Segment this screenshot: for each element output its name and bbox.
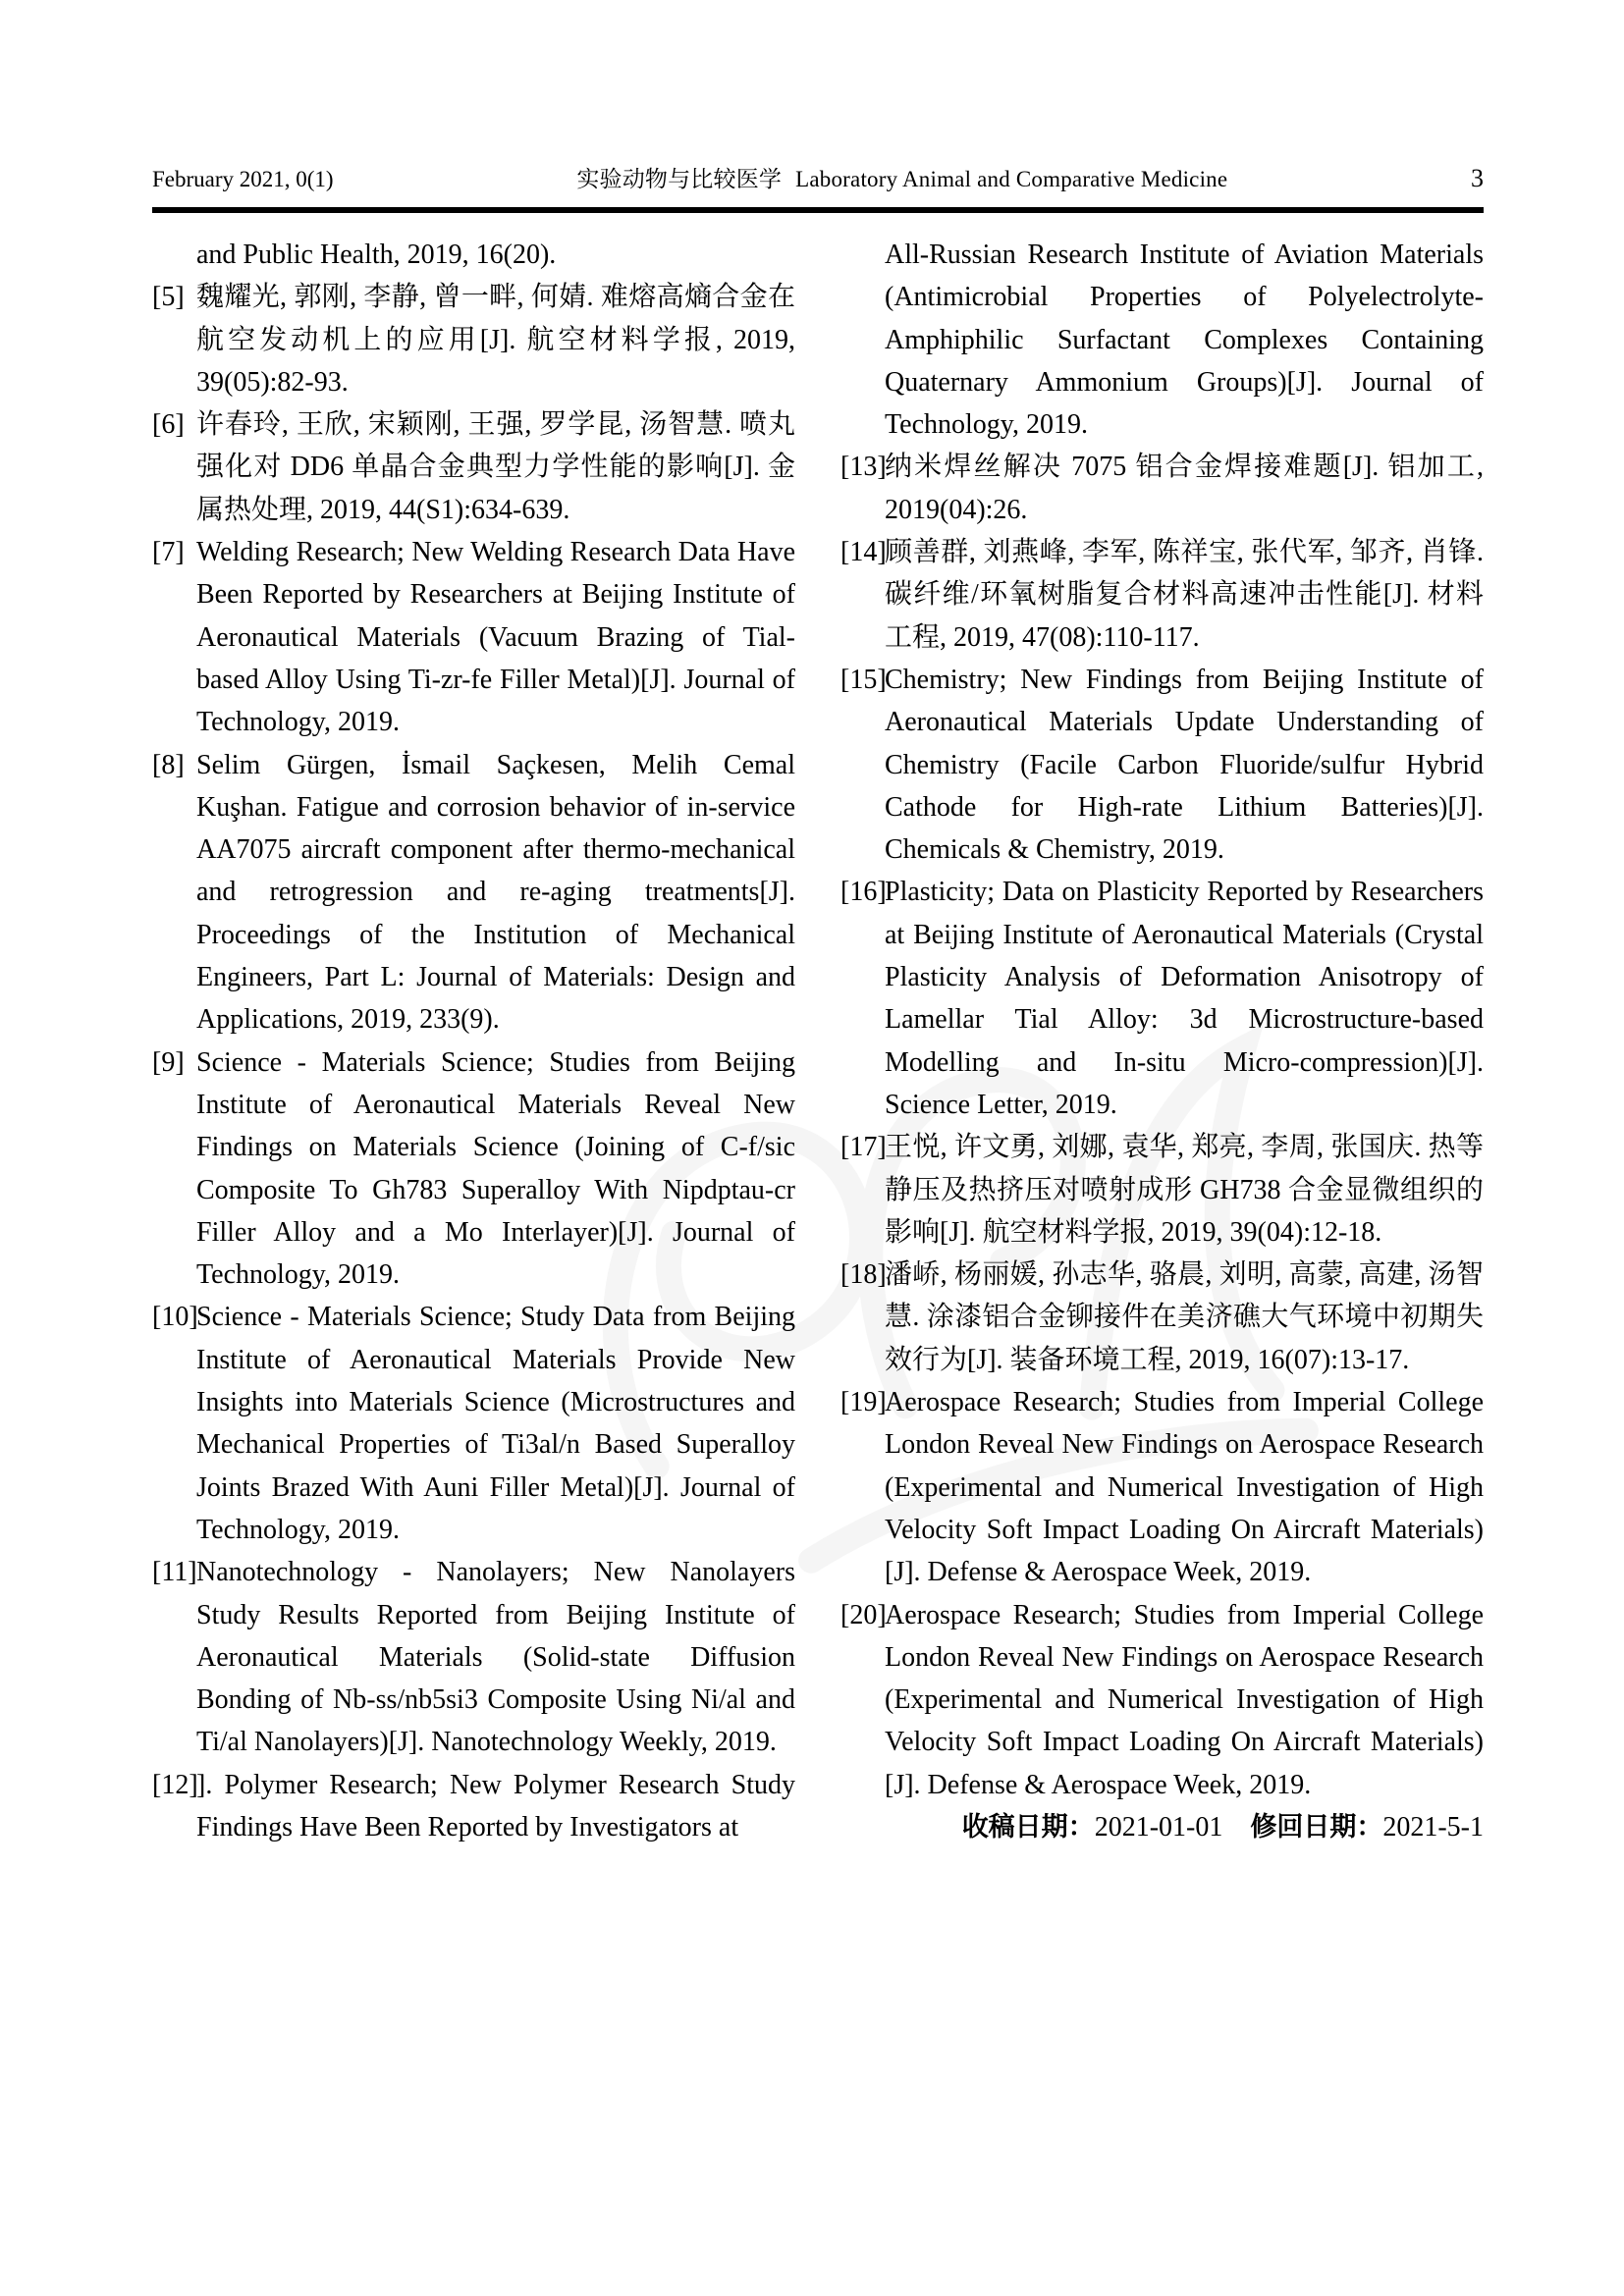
journal-title: [576, 163, 1227, 196]
reference-number: [6]: [152, 409, 185, 441]
reference-text: Selim Gürgen, İsmail Saçkesen, Melih Cemal Kuşhan. Fatigue and corrosion behavior of in-service AA7075 aircraft component after thermo-mechanical and retrogression and re-aging treatments[J]. Proceedings of the Institution of Mechanical Engineers, Part L: Journal of Materials: Design and Applications, 2019, 233(9).: [196, 749, 795, 1036]
reference-number: [20]: [840, 1599, 887, 1630]
reference-text: 纳米焊丝解决 7075 铝合金焊接难题[J]. 铝加工, 2019(04):26.: [885, 452, 1484, 525]
references-left-column: [152, 234, 795, 1848]
reference-item: [152, 1764, 795, 1849]
reference-text: Science - Materials Science; Studies from Beijing Institute of Aeronautical Materials Reveal New Findings on Materials Science (Joining of C-f/sic Composite To Gh783 Superalloy With Nipdptau-cr Filler Alloy and a Mo Interlayer)[J]. Journal of Technology, 2019.: [196, 1046, 795, 1291]
received-date-value: 2021-01-01: [1094, 1811, 1223, 1842]
reference-text: 王悦, 许文勇, 刘娜, 袁华, 郑亮, 李周, 张国庆. 热等静压及热挤压对喷射成形 GH738 合金显微组织的影响[J]. 航空材料学报, 2019, 39(04):12-18.: [885, 1132, 1484, 1248]
reference-text: Science - Materials Science; Study Data from Beijing Institute of Aeronautical Materials Provide New Insights into Materials Science (Microstructures and Mechanical Properties of Ti3al/n Based Superalloy Joints Brazed With Auni Filler Metal)[J]. Journal of Technology, 2019.: [196, 1302, 795, 1545]
reference-number: [17]: [840, 1132, 887, 1163]
reference-number: [11]: [152, 1557, 197, 1588]
reference-item: [152, 744, 795, 1041]
reference-number: [12]: [152, 1769, 198, 1800]
revised-date-value: 2021-5-1: [1382, 1811, 1484, 1842]
reference-number: [13]: [840, 452, 887, 483]
reference-number: [5]: [152, 282, 185, 313]
reference-item: [152, 403, 795, 531]
reference-continuation: [840, 234, 1484, 446]
reference-number: [8]: [152, 749, 185, 780]
reference-text: 魏耀光, 郭刚, 李静, 曾一畔, 何婧. 难熔高熵合金在航空发动机上的应用[J]. 航空材料学报, 2019, 39(05):82-93.: [196, 282, 795, 398]
reference-number: [10]: [152, 1302, 198, 1333]
reference-item: [840, 1126, 1484, 1254]
page-number: 3: [1470, 164, 1484, 192]
header-rule: [152, 207, 1484, 213]
reference-item: [840, 871, 1484, 1126]
reference-item: [152, 1041, 795, 1297]
reference-text: ]. Polymer Research; New Polymer Research Study Findings Have Been Reported by Investigators at: [196, 1769, 795, 1842]
header-issue: February 2021, 0(1): [152, 167, 334, 191]
reference-number: [15]: [840, 664, 887, 695]
reference-number: [18]: [840, 1259, 887, 1291]
reference-text: Nanotechnology - Nanolayers; New Nanolayers Study Results Reported from Beijing Institute of Aeronautical Materials (Solid-state Diffusion Bonding of Nb-ss/nb5si3 Composite Using Ni/al and Ti/al Nanolayers)[J]. Nanotechnology Weekly, 2019.: [196, 1557, 795, 1758]
reference-text: Aerospace Research; Studies from Imperial College London Reveal New Findings on Aerospace Research (Experimental and Numerical Investigation of High Velocity Soft Impact Loading On Aircraft Materials)[J]. Defense & Aerospace Week, 2019.: [885, 1599, 1484, 1800]
reference-item: [152, 1296, 795, 1551]
reference-item: [152, 531, 795, 743]
reference-text: Aerospace Research; Studies from Imperial College London Reveal New Findings on Aerospace Research (Experimental and Numerical Investigation of High Velocity Soft Impact Loading On Aircraft Materials)[J]. Defense & Aerospace Week, 2019.: [885, 1387, 1484, 1588]
reference-text: Welding Research; New Welding Research Data Have Been Reported by Researchers at Beijing Institute of Aeronautical Materials (Vacuum Brazing of Tial-based Alloy Using Ti-zr-fe Filler Metal)[J]. Journal of Technology, 2019.: [196, 537, 795, 738]
references-section: [152, 234, 1484, 1848]
reference-item: [840, 659, 1484, 871]
references-right-column: [840, 234, 1484, 1848]
reference-item: [840, 1594, 1484, 1806]
reference-item: [840, 531, 1484, 659]
reference-continuation: [152, 234, 795, 276]
revised-date-label: 修回日期：: [1250, 1811, 1383, 1842]
reference-text: All-Russian Research Institute of Aviation Materials (Antimicrobial Properties of Polyelectrolyte-Amphiphilic Surfactant Complexes Containing Quaternary Ammonium Groups)[J]. Journal of Technology, 2019.: [885, 240, 1484, 441]
reference-text: and Public Health, 2019, 16(20).: [196, 240, 557, 270]
reference-number: [19]: [840, 1387, 887, 1418]
reference-number: [9]: [152, 1046, 185, 1078]
reference-text: 潘峤, 杨丽媛, 孙志华, 骆晨, 刘明, 高蒙, 高建, 汤智慧. 涂漆铝合金铆接件在美济礁大气环境中初期失效行为[J]. 装备环境工程, 2019, 16(07):13-17.: [885, 1259, 1484, 1375]
reference-text: Chemistry; New Findings from Beijing Institute of Aeronautical Materials Update Understanding of Chemistry (Facile Carbon Fluoride/sulfur Hybrid Cathode for High-rate Lithium Batteries)[J]. Chemicals & Chemistry, 2019.: [885, 664, 1484, 866]
reference-number: [16]: [840, 877, 887, 908]
reference-item: [840, 1381, 1484, 1593]
reference-text: 顾善群, 刘燕峰, 李军, 陈祥宝, 张代军, 邹齐, 肖锋. 碳纤维/环氧树脂复合材料高速冲击性能[J]. 材料工程, 2019, 47(08):110-117.: [885, 537, 1484, 653]
reference-number: [7]: [152, 537, 185, 568]
reference-item: [152, 1551, 795, 1763]
reference-item: [152, 276, 795, 403]
received-date-label: 收稿日期：: [961, 1811, 1095, 1842]
reference-number: [14]: [840, 537, 887, 568]
page-header: [152, 162, 1484, 195]
journal-title-en: Laboratory Animal and Comparative Medicine: [795, 167, 1228, 191]
reference-item: [840, 1254, 1484, 1381]
reference-text: Plasticity; Data on Plasticity Reported by Researchers at Beijing Institute of Aeronautical Materials (Crystal Plasticity Analysis of Deformation Anisotropy of Lamellar Tial Alloy: 3d Microstructure-based Modelling and In-situ Micro-compression)[J]. Science Letter, 2019.: [885, 877, 1484, 1120]
manuscript-dates: [840, 1806, 1484, 1848]
reference-item: [840, 446, 1484, 531]
reference-text: 许春玲, 王欣, 宋颖刚, 王强, 罗学昆, 汤智慧. 喷丸强化对 DD6 单晶合金典型力学性能的影响[J]. 金属热处理, 2019, 44(S1):634-639.: [196, 409, 795, 525]
journal-title-zh: 实验动物与比较医学: [576, 167, 783, 191]
